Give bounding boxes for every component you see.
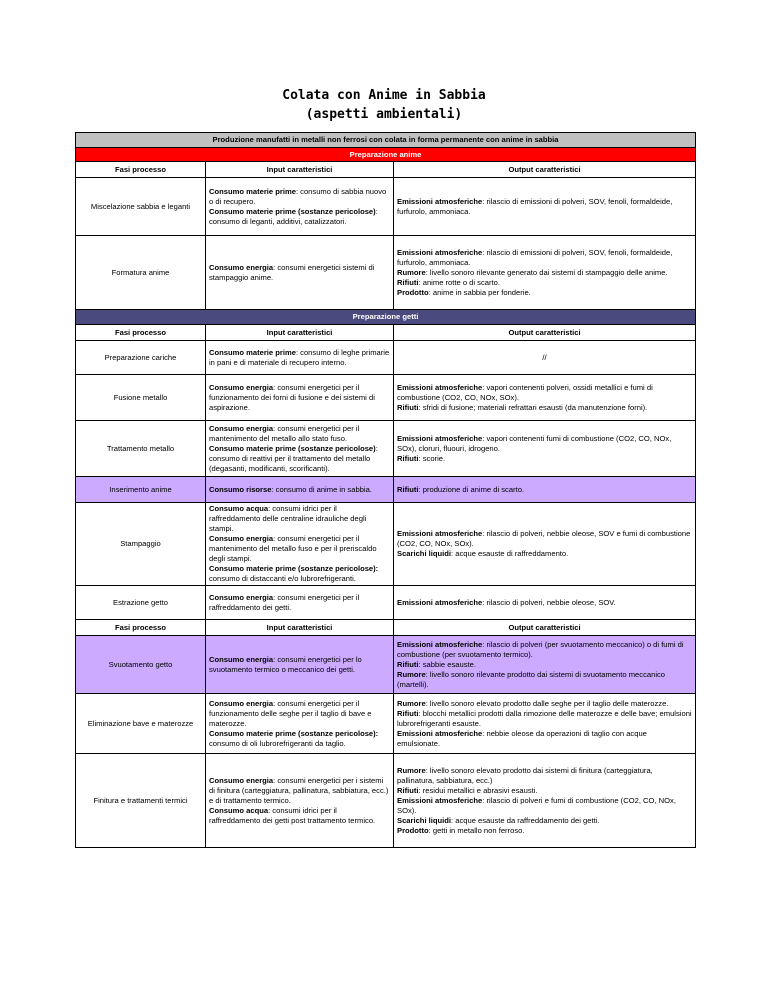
output-item-label: Rumore (397, 267, 426, 277)
input-cell (206, 178, 394, 236)
output-item (397, 670, 692, 690)
output-item (397, 288, 692, 298)
phase-cell: Inserimento anime (76, 477, 206, 503)
output-item-label: Emissioni atmosferiche (397, 728, 483, 738)
input-cell (206, 341, 394, 375)
input-item-text: : consumi energetici per i sistemi di finitura (carteggiatura, pallinatura, sabbiatura, ecc.) e di trattamento termico. (209, 775, 389, 805)
output-item-label: Emissioni atmosferiche (397, 382, 483, 392)
header-phase: Fasi processo (76, 325, 206, 341)
input-item-label: Consumo energia (209, 698, 274, 708)
output-item-text: : acque esauste da raffreddamento dei getti. (451, 815, 600, 825)
output-item-label: Emissioni atmosferiche (397, 795, 483, 805)
output-item-text: : scorie. (418, 453, 446, 463)
header-row (76, 162, 696, 178)
output-item-text: : rilascio di polveri, nebbie oleose, SOV e fumi di combustione (CO2, CO, NOx, SOx). (397, 529, 691, 548)
input-item-label: Consumo acqua (209, 805, 269, 815)
title-line-2: (aspetti ambientali) (305, 107, 463, 122)
output-item (397, 454, 692, 464)
output-item (397, 816, 692, 826)
input-item (209, 655, 390, 675)
output-item-label: Rumore (397, 698, 426, 708)
input-item-label: Consumo energia (209, 592, 274, 602)
input-item (209, 444, 390, 474)
table-row (76, 694, 696, 754)
phase-cell: Miscelazione sabbia e leganti (76, 178, 206, 236)
output-item-text: : sfridi di fusione; materiali refrattari esausti (da manutenzione forni). (418, 402, 648, 412)
output-item (397, 549, 692, 559)
input-item (209, 383, 390, 413)
output-item-text: : anime in sabbia per fonderie. (428, 287, 531, 297)
output-item (397, 640, 692, 660)
input-item-text: : consumi idrici per il raffreddamento delle centraline idrauliche degli stampi. (209, 504, 367, 533)
output-item-text: : rilascio di polveri e fumi di combustione (CO2, CO, NOx, SOx). (397, 795, 676, 815)
input-item-label: Consumo materie prime (sostanze pericolose): (209, 564, 379, 573)
section-row-getti (76, 310, 696, 325)
input-item-label: Consumo energia (209, 262, 274, 272)
input-item-label: Consumo materie prime (sostanze pericolose): (209, 728, 379, 738)
input-item (209, 699, 390, 729)
output-cell (394, 636, 696, 694)
output-item-text: : residui metallici e abrasivi esausti. (418, 785, 538, 795)
input-item (209, 593, 390, 613)
output-item-label: Prodotto (397, 287, 429, 297)
output-item (397, 529, 692, 549)
output-item-text: : livello sonoro elevato prodotto dai sistemi di finitura (carteggiatura, pallinatura, sabbiatura, ecc.) (397, 765, 653, 785)
input-item-label: Consumo materie prime (209, 347, 296, 357)
input-item-label: Consumo energia (209, 382, 274, 392)
input-item-label: Consumo energia (209, 654, 274, 664)
output-item-label: Emissioni atmosferiche (397, 196, 483, 206)
output-cell (394, 586, 696, 620)
output-item-text: : sabbie esauste. (418, 659, 476, 669)
phase-cell: Estrazione getto (76, 586, 206, 620)
input-item-text: : consumi energetici per il funzionamento delle seghe per il taglio di bave e materozze. (209, 698, 372, 728)
output-item-text: : anime rotte o di scarto. (418, 277, 500, 287)
header-row (76, 325, 696, 341)
section-row-anime (76, 148, 696, 162)
output-item-label: Rumore (397, 669, 426, 679)
input-item-label: Consumo materie prime (209, 186, 296, 196)
table-row (76, 421, 696, 477)
input-item (209, 729, 390, 749)
table-caption: Produzione manufatti in metalli non ferrosi con colata in forma permanente con anime in sabbia (76, 133, 696, 148)
phase-cell: Trattamento metallo (76, 421, 206, 477)
input-item-text: : consumo di leganti, additivi, catalizzatori. (209, 206, 378, 226)
output-item-label: Rifiuti (397, 659, 419, 669)
output-item (397, 403, 692, 413)
output-item (397, 766, 692, 786)
output-item (397, 248, 692, 268)
input-item (209, 207, 390, 227)
input-cell (206, 375, 394, 421)
output-item-text: : nebbie oleose da operazioni di taglio con acque emulsionate. (397, 728, 647, 748)
output-cell (394, 694, 696, 754)
output-item-text: : livello sonoro elevato prodotto dalle seghe per il taglio delle materozze. (425, 698, 669, 708)
output-item (397, 485, 692, 495)
input-item-text: : consumi energetici per lo svuotamento termico o meccanico dei getti. (209, 654, 362, 674)
output-item-label: Emissioni atmosferiche (397, 247, 483, 257)
output-item-label: Scarichi liquidi (397, 549, 452, 558)
input-item-text: : consumo di reattivi per il trattamento del metallo (degasanti, modificanti, scorificanti). (209, 443, 378, 473)
header-input: Input caratteristici (206, 620, 394, 636)
input-item-text: : consumo di sabbia nuovo o di recupero. (209, 186, 387, 206)
output-item (397, 660, 692, 670)
input-item (209, 263, 390, 283)
input-item-label: Consumo energia (209, 534, 274, 543)
header-row (76, 620, 696, 636)
output-item (397, 796, 692, 816)
output-item-label: Emissioni atmosferiche (397, 597, 483, 607)
phase-cell: Svuotamento getto (76, 636, 206, 694)
input-item (209, 564, 390, 584)
phase-cell: Finitura e trattamenti termici (76, 754, 206, 848)
output-item-text: : rilascio di emissioni di polveri, SOV, fenoli, formaldeide, furfurolo, ammoniaca. (397, 196, 673, 216)
input-cell (206, 636, 394, 694)
output-item-text: : acque esauste di raffreddamento. (451, 549, 569, 558)
table-row (76, 636, 696, 694)
title-line-1: Colata con Anime in Sabbia (282, 88, 486, 103)
output-cell (394, 375, 696, 421)
output-item-label: Rifiuti (397, 453, 419, 463)
output-item-text: : produzione di anime di scarto. (418, 484, 525, 494)
input-item-label: Consumo materie prime (sostanze pericolose) (209, 443, 376, 453)
input-item (209, 806, 390, 826)
output-item-text: : rilascio di polveri, nebbie oleose, SOV. (482, 597, 616, 607)
table-row (76, 375, 696, 421)
output-item-text: : blocchi metallici prodotti dalla rimozione delle materozze e delle bave; emulsioni lubrorefrigeranti esauste. (397, 708, 692, 728)
input-item-text: consumo di distaccanti e/o lubrorefrigeranti. (209, 574, 356, 583)
output-item-label: Emissioni atmosferiche (397, 529, 483, 538)
output-cell (394, 754, 696, 848)
output-item-label: Rumore (397, 765, 426, 775)
table-row (76, 341, 696, 375)
input-item-label: Consumo energia (209, 423, 274, 433)
table-caption-row (76, 133, 696, 148)
table-row (76, 503, 696, 586)
document-title (0, 86, 768, 124)
output-item (397, 598, 692, 608)
input-cell (206, 421, 394, 477)
header-output: Output caratteristici (394, 162, 696, 178)
input-cell (206, 503, 394, 586)
input-cell (206, 477, 394, 503)
input-item (209, 485, 390, 495)
output-item (397, 434, 692, 454)
input-item-text: : consumo di leghe primarie in pani e di materiale di recupero interno. (209, 347, 390, 367)
table-row (76, 477, 696, 503)
input-item (209, 187, 390, 207)
input-item-label: Consumo materie prime (sostanze pericolose) (209, 206, 376, 216)
input-item (209, 348, 390, 368)
output-item (397, 268, 692, 278)
output-cell (394, 421, 696, 477)
header-output: Output caratteristici (394, 620, 696, 636)
output-item (397, 826, 692, 836)
output-item-text: : getti in metallo non ferroso. (428, 825, 525, 835)
header-input: Input caratteristici (206, 325, 394, 341)
input-item (209, 776, 390, 806)
input-item-text: : consumi idrici per il raffreddamento dei getti post trattamento termico. (209, 805, 376, 825)
output-cell (394, 236, 696, 310)
header-output: Output caratteristici (394, 325, 696, 341)
output-cell (394, 503, 696, 586)
output-item-text: : vapori contenenti polveri, ossidi metallici e fumi di combustione (CO2, CO, NOx, SOx). (397, 382, 653, 402)
header-phase: Fasi processo (76, 620, 206, 636)
section-title-getti: Preparazione getti (76, 310, 696, 325)
output-item (397, 383, 692, 403)
section-title-anime: Preparazione anime (76, 148, 696, 162)
input-item-label: Consumo energia (209, 775, 274, 785)
phase-cell: Eliminazione bave e materozze (76, 694, 206, 754)
input-item-text: : consumi energetici per il raffreddamento dei getti. (209, 592, 360, 612)
input-cell (206, 694, 394, 754)
output-item-label: Rifiuti (397, 785, 419, 795)
output-item-label: Rifiuti (397, 708, 419, 718)
output-item-text: : vapori contenenti fumi di combustione (CO2, CO, NOx, SOx), cloruri, fluouri, idrogeno. (397, 433, 672, 453)
output-item-label: Rifiuti (397, 402, 419, 412)
phase-cell: Fusione metallo (76, 375, 206, 421)
table-row (76, 754, 696, 848)
table-row (76, 178, 696, 236)
input-cell (206, 586, 394, 620)
input-item-label: Consumo acqua (209, 504, 269, 513)
output-item (397, 709, 692, 729)
output-item (397, 278, 692, 288)
output-item (397, 197, 692, 217)
output-item (397, 786, 692, 796)
output-item-label: Scarichi liquidi (397, 815, 452, 825)
phase-cell: Stampaggio (76, 503, 206, 586)
input-cell (206, 754, 394, 848)
input-item-text: : consumo di anime in sabbia. (271, 484, 372, 494)
output-item (397, 699, 692, 709)
output-item-label: Rifiuti (397, 277, 419, 287)
output-item-text: : livello sonoro rilevante generato dai sistemi di stampaggio delle anime. (425, 267, 668, 277)
input-item (209, 424, 390, 444)
output-item-label: Emissioni atmosferiche (397, 433, 483, 443)
table-row (76, 236, 696, 310)
input-cell (206, 236, 394, 310)
output-item-text: : rilascio di polveri (per svuotamento meccanico) o di fumi di combustione (per svuotamento termico). (397, 639, 684, 659)
phase-cell: Preparazione cariche (76, 341, 206, 375)
input-item (209, 504, 390, 534)
output-item-text: : livello sonoro rilevante prodotto dai sistemi di svuotamento meccanico (martelli). (397, 669, 666, 689)
output-item-label: Rifiuti (397, 484, 419, 494)
input-item-text: : consumi energetici per il funzionamento dei forni di fusione e dei sistemi di aspirazione. (209, 382, 375, 412)
output-cell (394, 178, 696, 236)
output-cell: // (394, 341, 696, 375)
input-item (209, 534, 390, 564)
header-input: Input caratteristici (206, 162, 394, 178)
output-item (397, 729, 692, 749)
output-item-label: Prodotto (397, 825, 429, 835)
output-cell (394, 477, 696, 503)
environmental-aspects-table (75, 132, 696, 848)
output-item-label: Emissioni atmosferiche (397, 639, 483, 649)
table-row (76, 586, 696, 620)
input-item-text: : consumi energetici per il mantenimento del metallo allo stato fuso. (209, 423, 360, 443)
input-item-text: : consumi energetici sistemi di stampaggio anime. (209, 262, 375, 282)
input-item-label: Consumo risorse (209, 484, 272, 494)
phase-cell: Formatura anime (76, 236, 206, 310)
output-item-text: : rilascio di emissioni di polveri, SOV, fenoli, formaldeide, furfurolo, ammoniaca. (397, 247, 673, 267)
header-phase: Fasi processo (76, 162, 206, 178)
input-item-text: : consumi energetici per il mantenimento del metallo fuso e per il preriscaldo degli stampi. (209, 534, 377, 563)
input-item-text: consumo di oli lubrorefrigeranti da taglio. (209, 738, 346, 748)
